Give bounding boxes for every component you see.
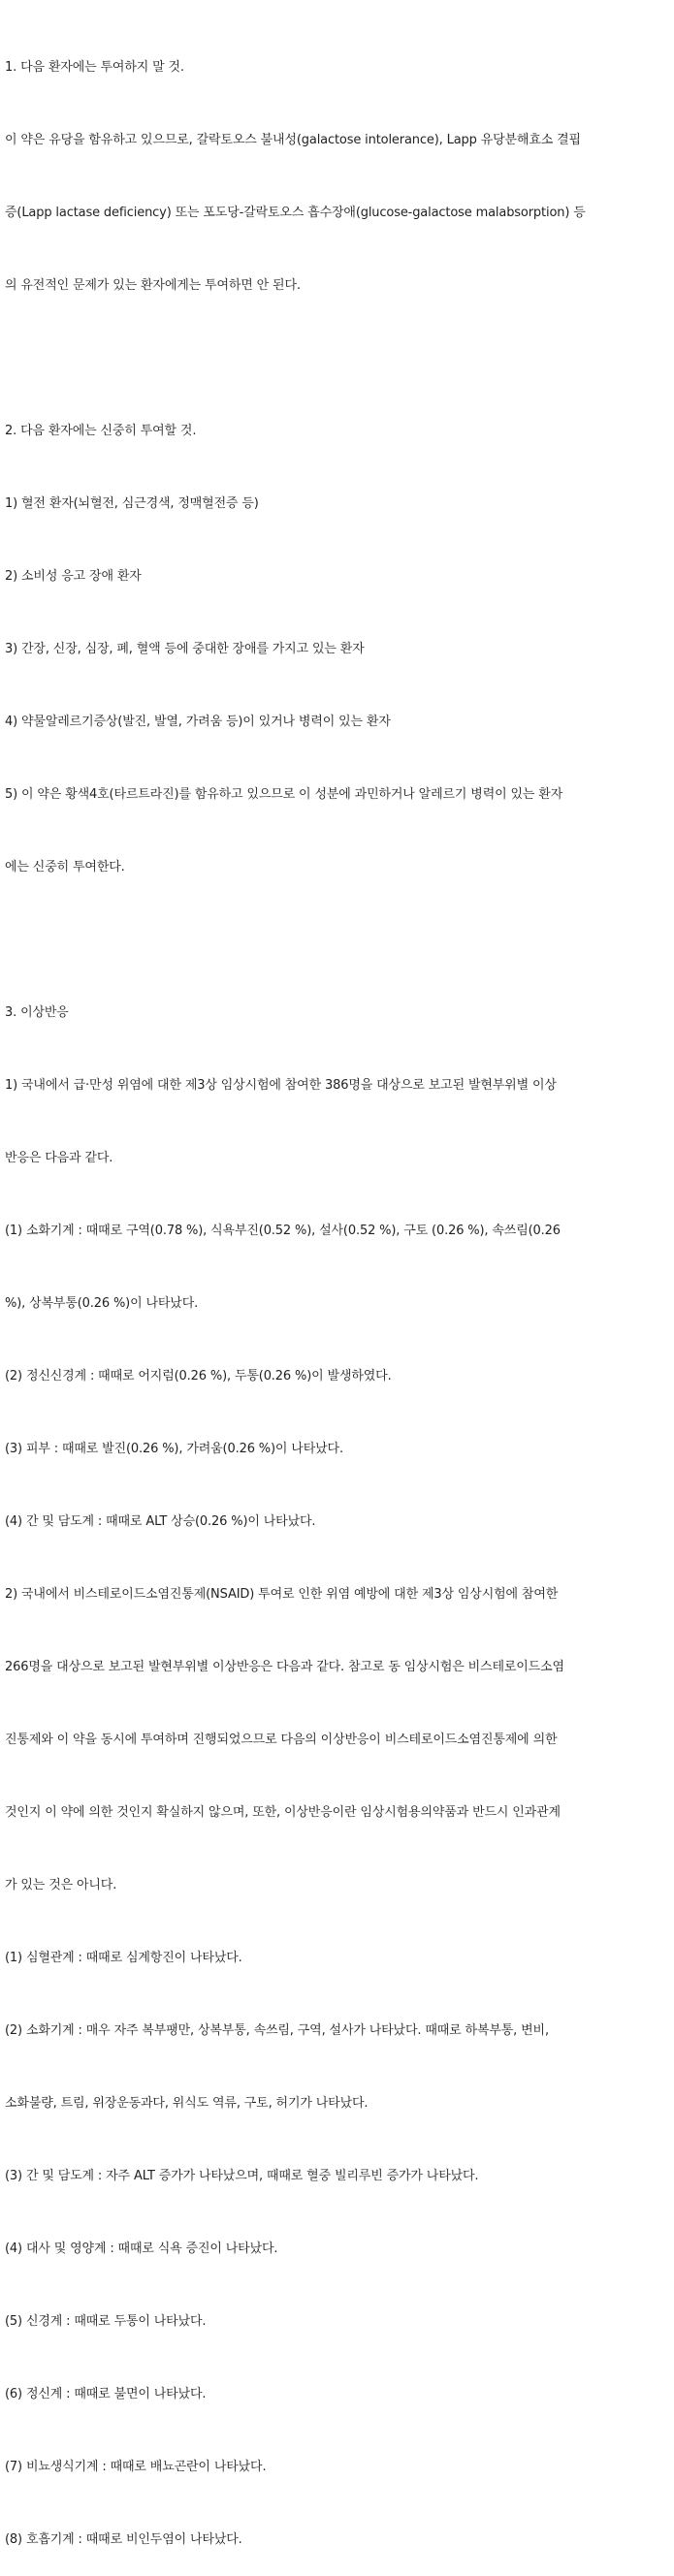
- paragraph-line: 진통제와 이 약을 동시에 투여하며 진행되었으므로 다음의 이상반응이 비스테로이드소염진통제에 의한: [5, 1733, 558, 1747]
- paragraph-line: 266명을 대상으로 보고된 발현부위별 이상반응은 다음과 같다. 참고로 동 임상시험은 비스테로이드소염: [5, 1660, 564, 1674]
- paragraph-line: 2) 국내에서 비스테로이드소염진통제(NSAID) 투여로 인한 위염 예방에 대한 제3상 임상시험에 참여한: [5, 1587, 559, 1602]
- list-item: 3) 간장, 신장, 심장, 폐, 혈액 등에 중대한 장애를 가지고 있는 환자: [5, 642, 365, 656]
- blank-line: [5, 928, 672, 952]
- list-item: (6) 정신계 : 때때로 불면이 나타났다.: [5, 2387, 207, 2401]
- list-item: 1) 혈전 환자(뇌혈전, 심근경색, 정맥혈전증 등): [5, 496, 259, 511]
- list-item: (4) 간 및 담도계 : 때때로 ALT 상승(0.26 %)이 나타났다.: [5, 1514, 316, 1529]
- list-item: (7) 비뇨생식기계 : 때때로 배뇨곤란이 나타났다.: [5, 2460, 267, 2474]
- list-item: (4) 대사 및 영양계 : 때때로 식욕 증진이 나타났다.: [5, 2242, 278, 2256]
- paragraph-line: 반응은 다음과 같다.: [5, 1151, 113, 1165]
- section-1-heading: 1. 다음 환자에는 투여하지 말 것.: [5, 60, 184, 75]
- list-item: 소화불량, 트림, 위장운동과다, 위식도 역류, 구토, 허기가 나타났다.: [5, 2096, 369, 2111]
- list-item: 에는 신중히 투여한다.: [5, 860, 125, 875]
- list-item: (3) 간 및 담도계 : 자주 ALT 증가가 나타났으며, 때때로 혈중 빌리루빈 증가가 나타났다.: [5, 2169, 479, 2183]
- paragraph-line: 증(Lapp lactase deficiency) 또는 포도당-갈락토오스 흡수장애(glucose-galactose malabsorption) 등: [5, 206, 586, 220]
- list-item: %), 상복부통(0.26 %)이 나타났다.: [5, 1296, 199, 1311]
- paragraph-line: 가 있는 것은 아니다.: [5, 1878, 117, 1892]
- list-item: (5) 신경계 : 때때로 두통이 나타났다.: [5, 2314, 207, 2329]
- list-item: (2) 소화기계 : 매우 자주 복부팽만, 상복부통, 속쓰림, 구역, 설사가 나타났다. 때때로 하복부통, 변비,: [5, 2023, 549, 2038]
- list-item: (2) 정신신경계 : 때때로 어지럼(0.26 %), 두통(0.26 %)이 발생하였다.: [5, 1369, 392, 1383]
- list-item: 4) 약물알레르기증상(발진, 발열, 가려움 등)이 있거나 병력이 있는 환자: [5, 715, 391, 729]
- paragraph-line: 것인지 이 약에 의한 것인지 확실하지 않으며, 또한, 이상반응이란 임상시험용의약품과 반드시 인과관계: [5, 1805, 561, 1820]
- list-item: (8) 호흡기계 : 때때로 비인두염이 나타났다.: [5, 2532, 242, 2547]
- list-item: (3) 피부 : 때때로 발진(0.26 %), 가려움(0.26 %)이 나타났다.: [5, 1442, 343, 1456]
- section-3-heading: 3. 이상반응: [5, 1005, 69, 1020]
- list-item: 2) 소비성 응고 장애 환자: [5, 569, 142, 584]
- blank-line: [5, 346, 672, 370]
- paragraph-line: 의 유전적인 문제가 있는 환자에게는 투여하면 안 된다.: [5, 278, 301, 293]
- list-item: (1) 심혈관계 : 때때로 심계항진이 나타났다.: [5, 1951, 242, 1965]
- document-body: [5, 7, 672, 2576]
- paragraph-line: 이 약은 유당을 함유하고 있으므로, 갈락토오스 불내성(galactose intolerance), Lapp 유당분해효소 결핍: [5, 133, 581, 147]
- list-item: 5) 이 약은 황색4호(타르트라진)를 함유하고 있으므로 이 성분에 과민하거나 알레르기 병력이 있는 환자: [5, 787, 563, 802]
- section-2-heading: 2. 다음 환자에는 신중히 투여할 것.: [5, 424, 197, 438]
- list-item: (1) 소화기계 : 때때로 구역(0.78 %), 식욕부진(0.52 %), 설사(0.52 %), 구토 (0.26 %), 속쓰림(0.26: [5, 1224, 561, 1238]
- paragraph-line: 1) 국내에서 급·만성 위염에 대한 제3상 임상시험에 참여한 386명을 대상으로 보고된 발현부위별 이상: [5, 1078, 557, 1093]
